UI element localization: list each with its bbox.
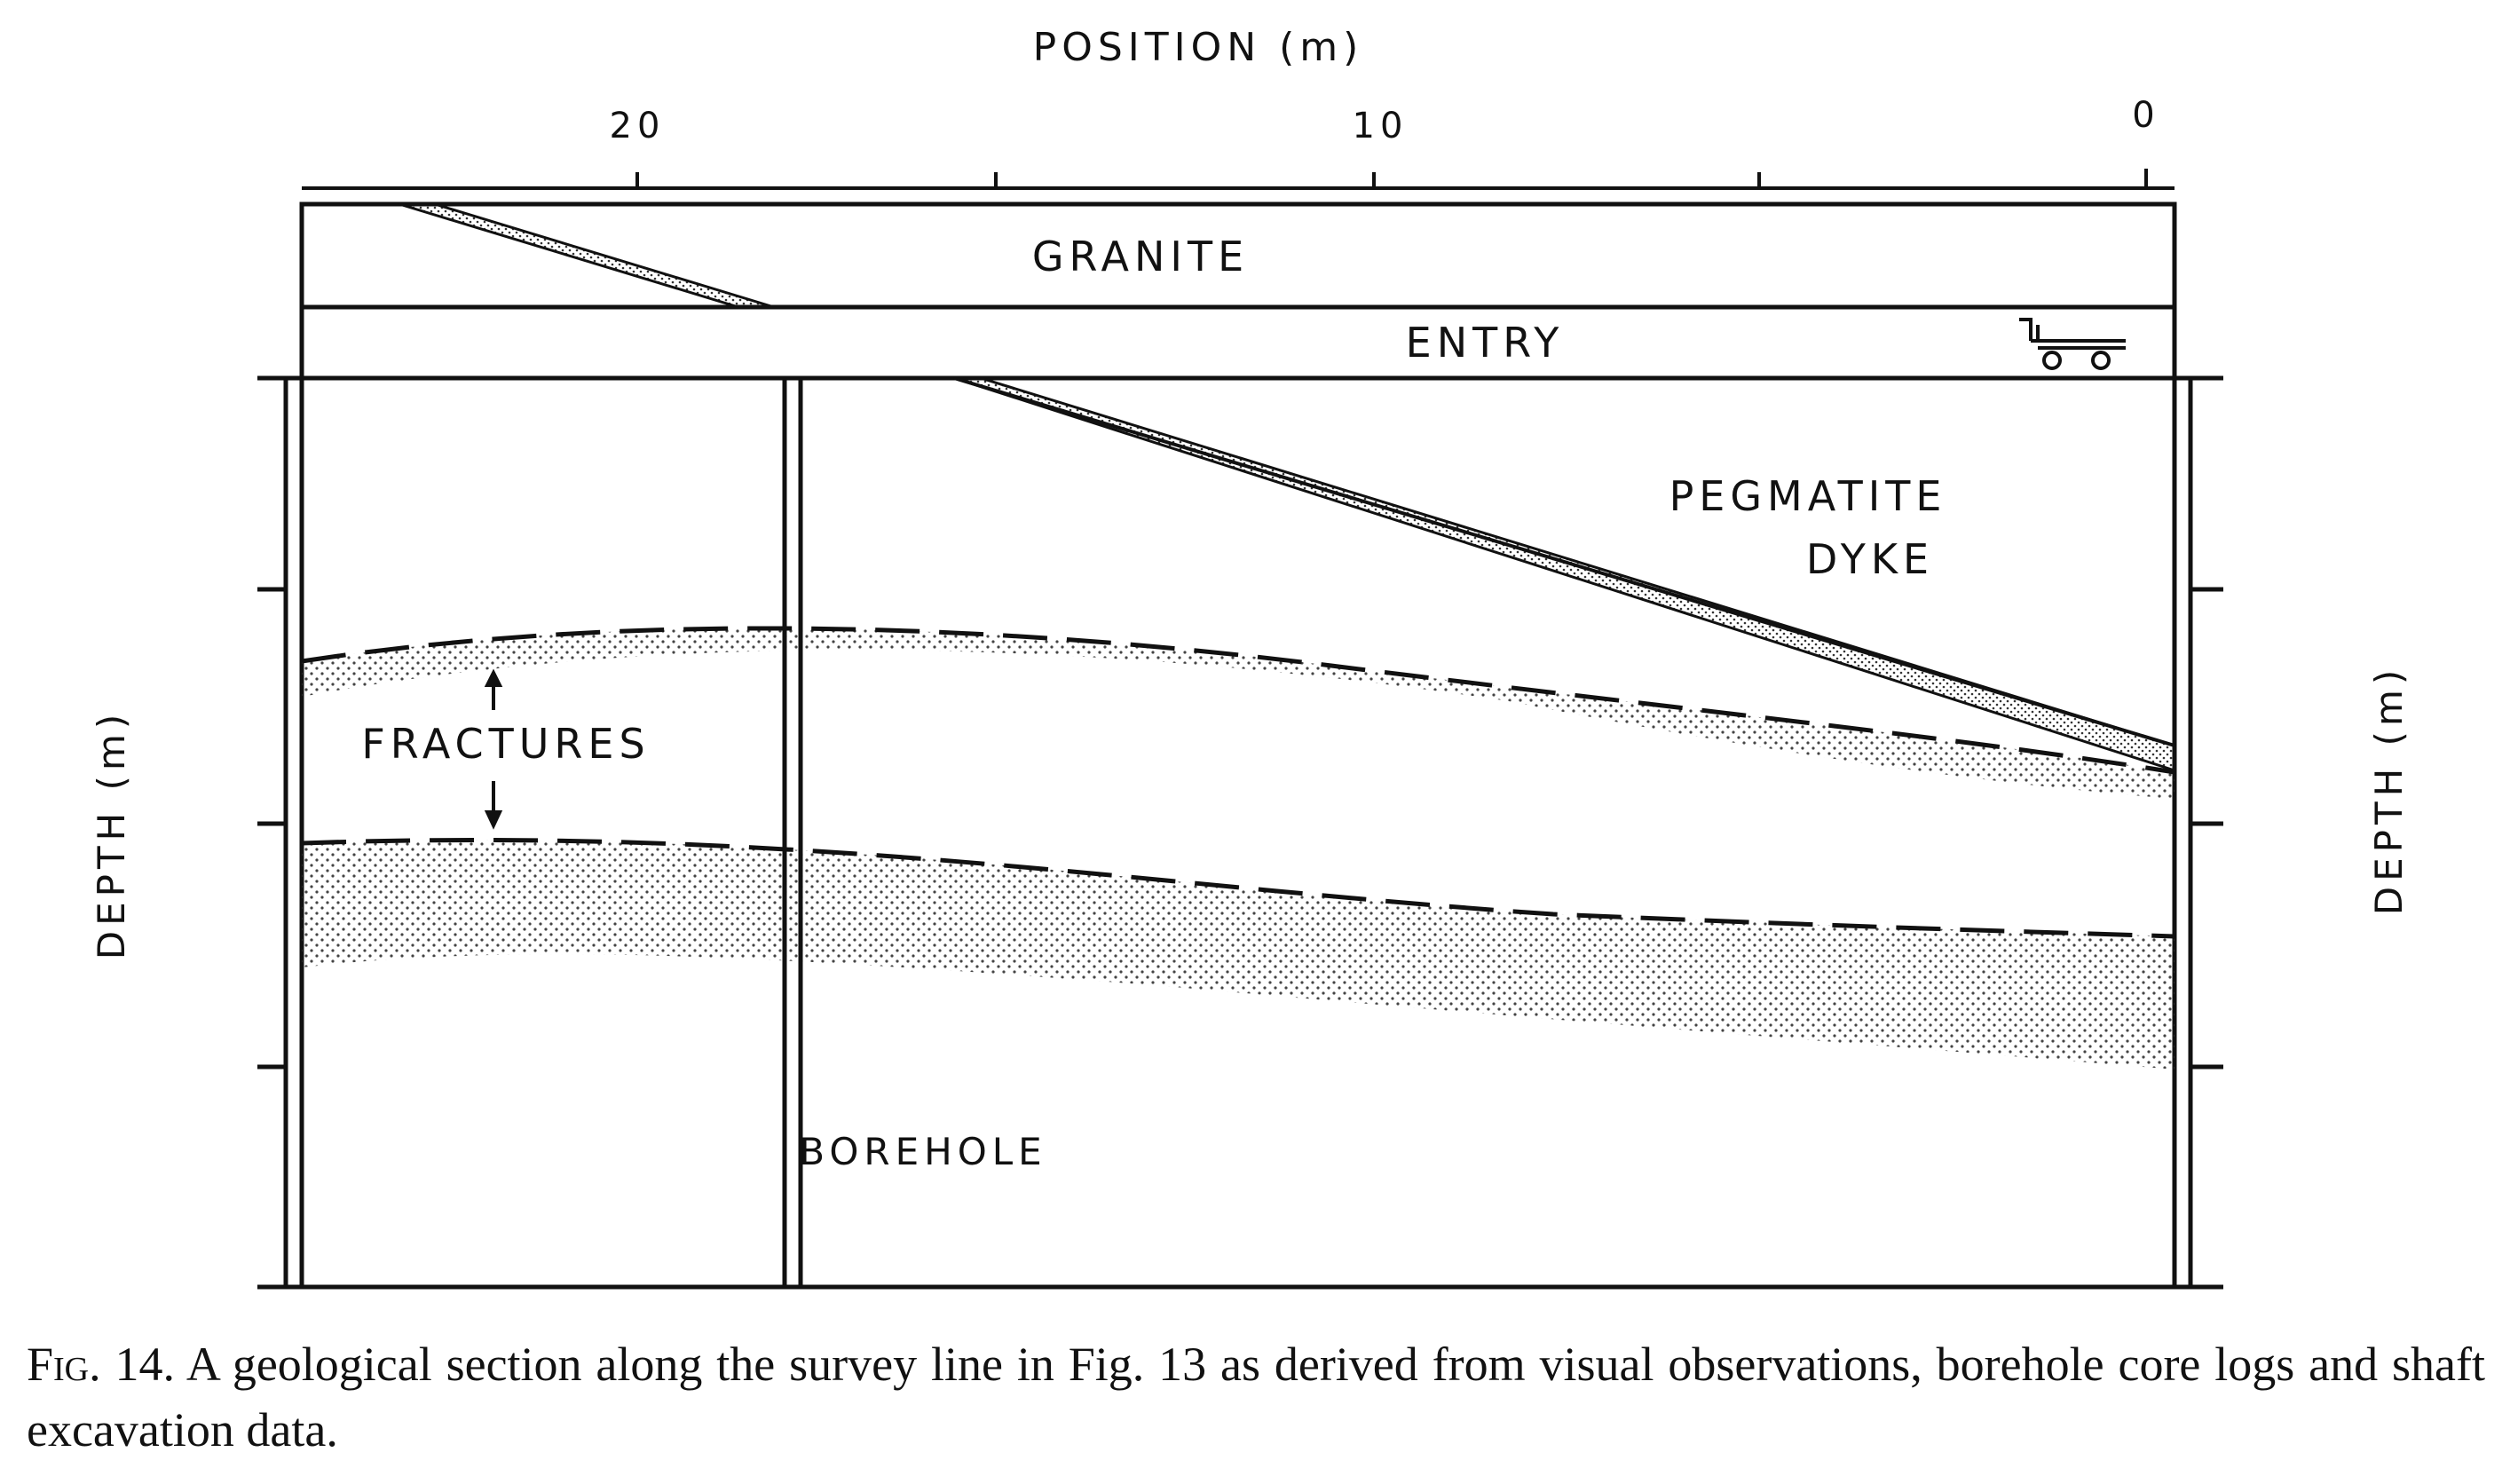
position-tick-20: 20 <box>609 106 666 146</box>
left-depth-axis-title: DEPTH (m) <box>90 708 133 960</box>
position-tick-0: 0 <box>2132 95 2160 136</box>
figure-caption-text: A geological section along the survey line in Fig. 13 as derived from visual observations, borehole core logs and shaft excavation data. <box>27 1338 2485 1456</box>
right-depth-axis-title: DEPTH (m) <box>2367 664 2411 916</box>
right-depth-axis <box>2175 378 2223 1287</box>
borehole-label: BOREHOLE <box>799 1130 1047 1173</box>
fractures-label: FRACTURES <box>361 720 651 768</box>
pegmatite-dyke-edge <box>954 378 2175 746</box>
position-tick-10: 10 <box>1352 106 1409 146</box>
granite-label: GRANITE <box>1031 233 1250 280</box>
figure-caption <box>27 1331 2485 1463</box>
pegmatite-label-line1: PEGMATITE <box>1669 472 1947 520</box>
entry-layer <box>302 307 2175 378</box>
figure-number: Fig. 14. <box>27 1338 176 1391</box>
position-axis-ticks <box>637 169 2146 188</box>
entry-label: ENTRY <box>1405 319 1565 367</box>
pegmatite-label-line2: DYKE <box>1805 535 1935 583</box>
position-axis-title: POSITION (m) <box>1032 25 1364 70</box>
lower-fracture-zone <box>302 840 2175 1070</box>
left-depth-axis <box>257 378 302 1287</box>
